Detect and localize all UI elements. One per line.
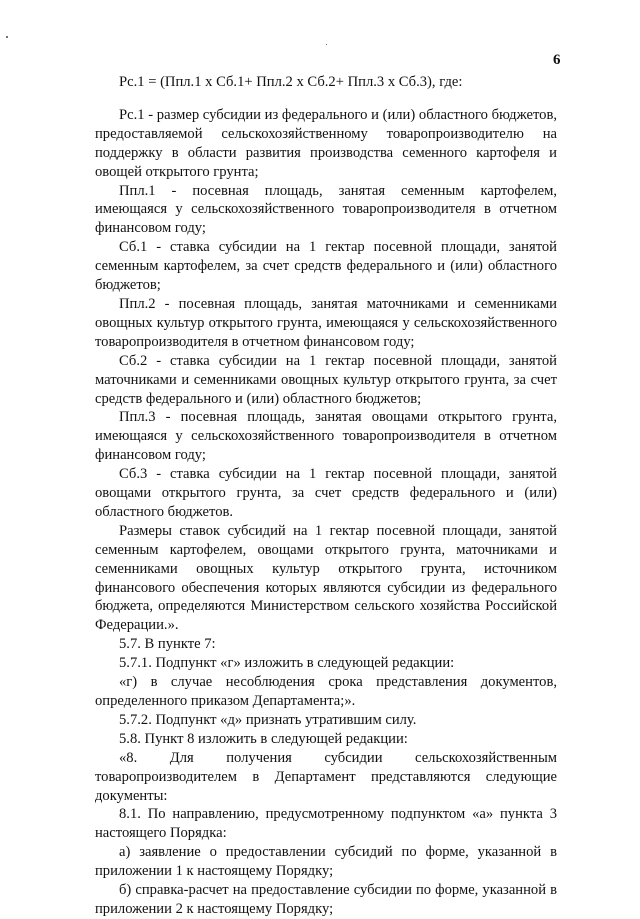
scan-speck <box>6 36 8 38</box>
definition-sb3: Сб.3 - ставка субсидии на 1 гектар посевной площади, занятой овощами открытого грунта, за счет средств федерального и (или) областного бюджетов. <box>95 466 557 520</box>
clause-8: «8. Для получения субсидии сельскохозяйственным товаропроизводителем в Департамент представляются следующие документы: <box>95 749 557 804</box>
item-a: а) заявление о предоставлении субсидий по форме, указанной в приложении 1 к настоящему Порядку; <box>95 844 557 880</box>
definition-rs1: Рс.1 - размер субсидии из федерального и (или) областного бюджетов, предоставляемой сельскохозяйственному товаропроизводителю на поддержку в области развития производства семенного картофеля и овощей открытого грунта; <box>95 106 557 180</box>
clause-5-7: 5.7. В пункте 7: <box>119 636 216 653</box>
definition-ppl1: Ппл.1 - посевная площадь, занятая семенным картофелем, имеющаяся у сельскохозяйственного товаропроизводителя в отчетном финансовом году; <box>95 182 557 237</box>
definition-ppl3: Ппл.3 - посевная площадь, занятая овощами открытого грунта, имеющаяся у сельскохозяйственного товаропроизводителя в отчетном финансовом году; <box>95 409 557 464</box>
clause-5-8: 5.8. Пункт 8 изложить в следующей редакции: <box>119 730 408 747</box>
document-body <box>95 73 557 919</box>
scan-speck <box>326 44 327 45</box>
page-number: 6 <box>553 52 561 68</box>
definition-sb1: Сб.1 - ставка субсидии на 1 гектар посевной площади, занятой семенным картофелем, за счет средств федерального и (или) областного бюджетов; <box>95 239 557 294</box>
definition-ppl2: Ппл.2 - посевная площадь, занятая маточниками и семенниками овощных культур открытого грунта, имеющаяся у сельскохозяйственного товаропроизводителя в отчетном финансовом году; <box>95 295 557 350</box>
subclause-g: «г) в случае несоблюдения срока представления документов, определенного приказом Департамента;». <box>95 674 557 709</box>
subsidy-formula: Рс.1 = (Ппл.1 х Сб.1+ Ппл.2 х Сб.2+ Ппл.3 х Сб.3), где: <box>119 74 463 90</box>
clause-5-7-2: 5.7.2. Подпункт «д» признать утратившим силу. <box>119 711 417 728</box>
definition-sb2: Сб.2 - ставка субсидии на 1 гектар посевной площади, занятой маточниками и семенниками овощных культур открытого грунта, за счет средств федерального и (или) областного бюджетов; <box>95 352 557 407</box>
rates-paragraph: Размеры ставок субсидий на 1 гектар посевной площади, занятой семенным картофелем, овощами открытого грунта, маточниками и семенниками овощных культур открытого грунта, источником финансового обеспечения которых являются субсидии из федерального бюджета, определяются Министерством сельского хозяйства Российской Федерации.». <box>95 522 557 634</box>
clause-8-1: 8.1. По направлению, предусмотренному подпунктом «а» пункта 3 настоящего Порядка: <box>95 806 557 842</box>
item-b: б) справка-расчет на предоставление субсидии по форме, указанной в приложении 2 к настоящему Порядку; <box>95 882 557 917</box>
clause-5-7-1: 5.7.1. Подпункт «г» изложить в следующей редакции: <box>119 655 455 672</box>
